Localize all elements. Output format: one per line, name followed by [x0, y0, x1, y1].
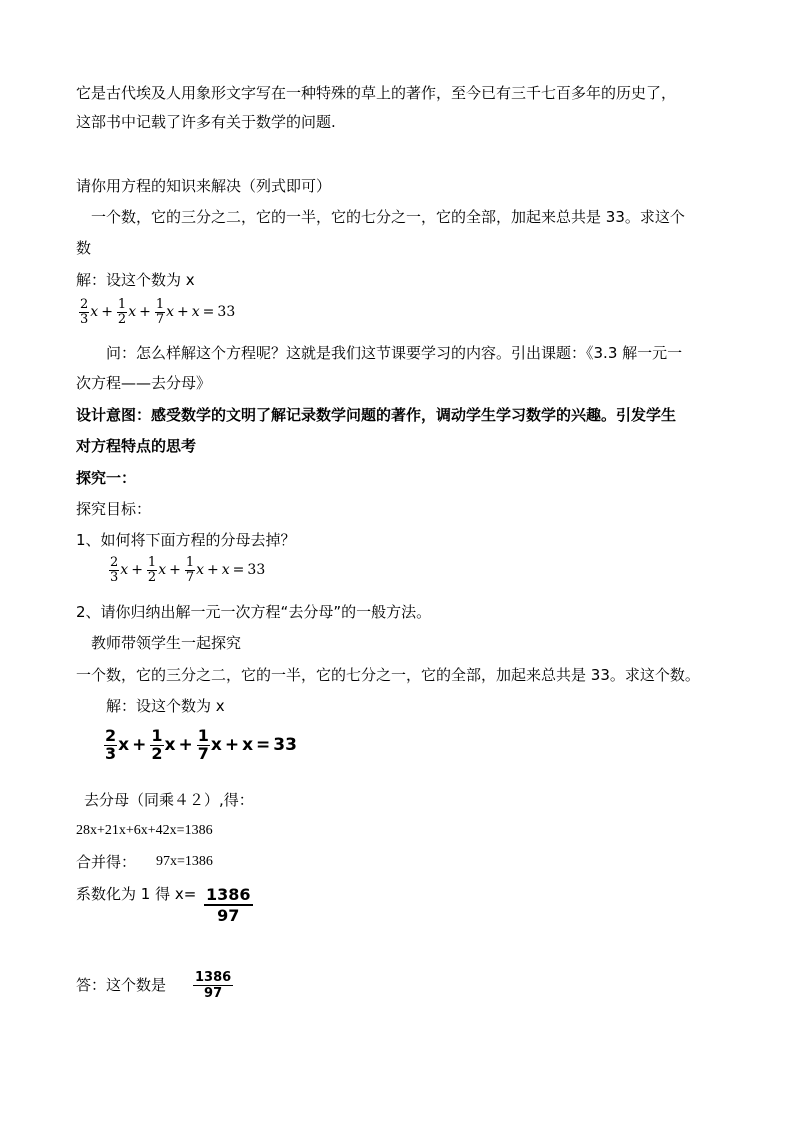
result-fraction: 1386 97: [206, 885, 251, 925]
answer-fraction: 1386 97: [195, 970, 232, 1001]
problem-line-2: 数: [76, 239, 92, 257]
task-prompt: 请你用方程的知识来解决（列式即可）: [76, 177, 332, 195]
intro-line-2: 这部书中记载了许多有关于数学的问题.: [76, 113, 336, 131]
explore-problem: 一个数，它的三分之二，它的一半，它的七分之一，它的全部，加起来总共是 33。求这个数。: [76, 666, 700, 684]
equation-1: $\frac{2}{3}$ x + $\frac{1}{2}$ x + $\frac{1}{7}$ x + x = 33: [80, 297, 236, 327]
question-line-2: 次方程——去分母》: [76, 374, 212, 392]
solve-set-1: 解：设这个数为 x: [76, 271, 195, 289]
fraction-one-seventh: $\frac{1}{7}$: [155, 297, 165, 327]
step-clear-denominator: 去分母（同乘４２）,得：: [84, 791, 254, 809]
step-coefficient-label: 系数化为 1 得 x=: [76, 885, 197, 903]
step-combine-value: 97x=1386: [156, 854, 213, 869]
fraction-one-half: $\frac{1}{2}$: [117, 297, 127, 327]
intro-line-1: 它是古代埃及人用象形文字写在一种特殊的草上的著作，至今已有三千七百多年的历史了，: [76, 84, 677, 102]
explore-item-2: 2、请你归纳出解一元一次方程“去分母”的一般方法。: [76, 603, 432, 621]
step-expanded: 28x+21x+6x+42x=1386: [76, 823, 213, 838]
design-line-2: 对方程特点的思考: [76, 437, 197, 455]
equation-3: $\frac{2}{3}$ x + $\frac{1}{2}$ x + $\frac{1}{7}$ x + x = 33: [105, 726, 297, 763]
explore-item-1: 1、如何将下面方程的分母去掉？: [76, 531, 296, 549]
explore-goal: 探究目标：: [76, 500, 152, 518]
question-line-1: 问：怎么样解这个方程呢？这就是我们这节课要学习的内容。引出课题：《3.3 解一元一: [106, 344, 683, 362]
solve-set-2: 解：设这个数为 x: [106, 697, 225, 715]
explore-title: 探究一：: [76, 469, 137, 487]
problem-line-1: 一个数，它的三分之二，它的一半，它的七分之一，它的全部，加起来总共是 33。求这个: [91, 208, 685, 226]
step-combine-label: 合并得：: [76, 853, 137, 871]
fraction-two-thirds: $\frac{2}{3}$: [80, 297, 89, 327]
teacher-lead: 教师带领学生一起探究: [91, 634, 242, 652]
equation-2: $\frac{2}{3}$ x + $\frac{1}{2}$ x + $\frac{1}{7}$ x + x = 33: [110, 555, 266, 585]
answer-label: 答：这个数是: [76, 976, 167, 994]
design-line-1: 设计意图：感受数学的文明了解记录数学问题的著作，调动学生学习数学的兴趣。引发学生: [76, 406, 677, 424]
